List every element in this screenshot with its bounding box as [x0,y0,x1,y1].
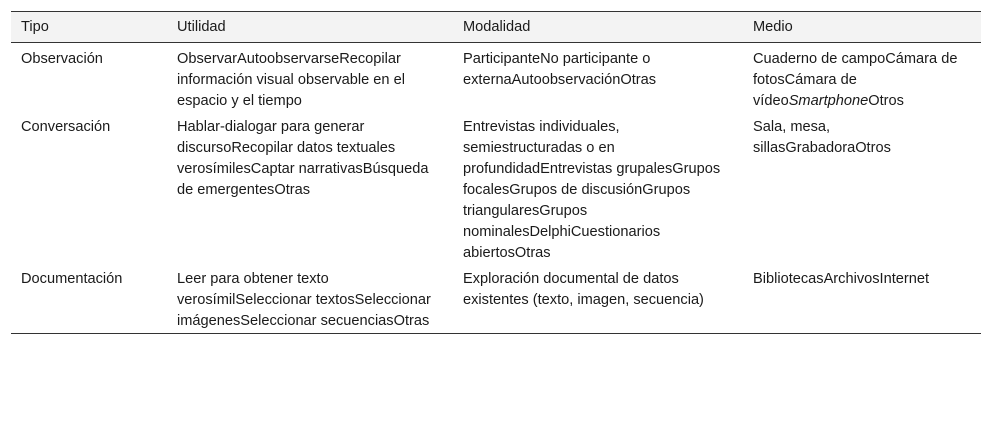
cell-medio: BibliotecasArchivosInternet [753,271,930,287]
header-row [11,12,981,43]
cell-modalidad: ParticipanteNo participante o externaAutoobservaciónOtras [463,51,657,88]
header-medio: Medio [753,19,793,35]
cell-medio-text-a: Cuaderno de campoCámara de fotosCámara de vídeo [753,51,958,109]
cell-medio [743,43,981,114]
cell-tipo: Documentación [21,271,123,287]
cell-medio-italic: Smartphone [788,93,869,109]
cell-utilidad: ObservarAutoobservarseRecopilar información visual observable en el espacio y el tiempo [177,51,405,109]
methods-table [11,11,981,334]
cell-medio-text-b: Otros [868,93,904,109]
table-body [11,43,981,334]
cell-utilidad: Leer para obtener texto verosímilSeleccionar textosSeleccionar imágenesSeleccionar secuenciasOtras [177,271,431,329]
cell-tipo: Observación [21,51,103,67]
table-row-documentacion [11,265,981,334]
cell-utilidad: Hablar-dialogar para generar discursoRecopilar datos textuales verosímilesCaptar narrativasBúsqueda de emergentesOtras [177,119,429,198]
header-tipo: Tipo [21,19,49,35]
methods-table-container [11,11,981,334]
table-row-observacion [11,43,981,114]
table-header [11,12,981,43]
header-modalidad: Modalidad [463,19,531,35]
cell-modalidad: Entrevistas individuales, semiestructuradas o en profundidadEntrevistas grupalesGrupos focalesGrupos de discusiónGrupos triangularesGrupos nominalesDelphiCuestionarios abiertosOtras [463,119,721,261]
cell-modalidad: Exploración documental de datos existentes (texto, imagen, secuencia) [463,271,704,308]
cell-medio: Sala, mesa, sillasGrabadoraOtros [753,119,891,156]
cell-tipo: Conversación [21,119,111,135]
table-row-conversacion [11,113,981,265]
header-utilidad: Utilidad [177,19,226,35]
